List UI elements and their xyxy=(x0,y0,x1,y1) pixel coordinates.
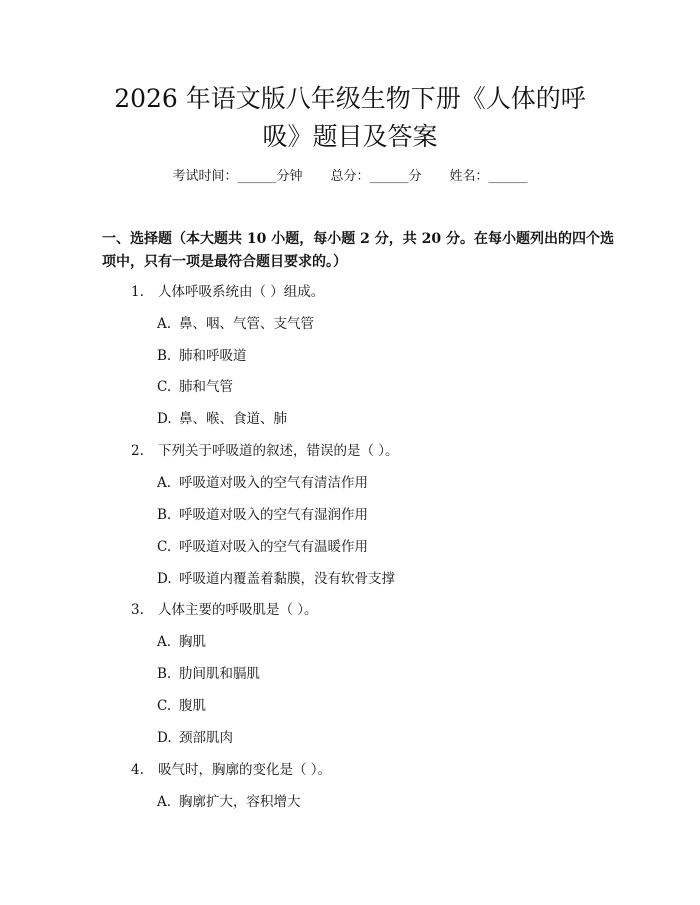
title-line-1: 2026 年语文版八年级生物下册《人体的呼 xyxy=(114,84,586,113)
question-3-option-c xyxy=(157,696,206,716)
option-text: 呼吸道对吸入的空气有湿润作用 xyxy=(179,507,368,523)
question-3-option-a xyxy=(157,632,206,652)
question-1-option-c xyxy=(157,377,233,397)
option-letter: A. xyxy=(157,634,172,650)
option-letter: A. xyxy=(157,794,172,810)
question-4 xyxy=(131,760,331,780)
question-2-option-d xyxy=(157,569,395,589)
option-text: 呼吸道对吸入的空气有温暖作用 xyxy=(179,539,368,555)
option-text: 胸肌 xyxy=(179,634,206,650)
option-text: 鼻、喉、食道、肺 xyxy=(179,411,287,427)
question-3-option-d xyxy=(157,728,233,748)
title-line-2: 吸》题目及答案 xyxy=(262,122,438,151)
question-3-option-b xyxy=(157,664,260,684)
question-1-option-d xyxy=(157,409,287,429)
exam-info-line xyxy=(0,167,700,187)
option-text: 呼吸道对吸入的空气有清洁作用 xyxy=(179,475,368,491)
exam-time-field: 考试时间：______分钟 xyxy=(172,169,303,184)
question-text: 下列关于呼吸道的叙述，错误的是（ ）。 xyxy=(158,443,399,459)
question-1 xyxy=(131,282,324,302)
question-2 xyxy=(131,441,399,461)
question-3 xyxy=(131,600,318,620)
option-text: 胸廓扩大，容积增大 xyxy=(179,794,301,810)
question-1-option-a xyxy=(157,314,314,334)
option-letter: B. xyxy=(157,507,172,523)
option-letter: C. xyxy=(157,698,172,714)
option-letter: A. xyxy=(157,475,172,491)
option-text: 肺和呼吸道 xyxy=(179,348,247,364)
question-number: 1. xyxy=(131,284,144,300)
option-letter: B. xyxy=(157,348,172,364)
option-letter: D. xyxy=(157,411,172,427)
question-number: 3. xyxy=(131,602,144,618)
exam-name-field: 姓名：______ xyxy=(449,169,528,184)
option-letter: A. xyxy=(157,316,172,332)
page-title xyxy=(90,80,610,156)
option-text: 肺和气管 xyxy=(179,379,233,395)
option-letter: D. xyxy=(157,571,172,587)
question-text: 人体呼吸系统由（ ）组成。 xyxy=(158,284,325,300)
question-text: 人体主要的呼吸肌是（ ）。 xyxy=(158,602,318,618)
option-text: 肋间肌和膈肌 xyxy=(179,666,260,682)
option-letter: D. xyxy=(157,730,172,746)
option-letter: C. xyxy=(157,539,172,555)
option-text: 腹肌 xyxy=(179,698,206,714)
option-text: 颈部肌肉 xyxy=(179,730,233,746)
question-2-option-b xyxy=(157,505,368,525)
question-4-option-a xyxy=(157,792,301,812)
option-letter: C. xyxy=(157,379,172,395)
question-1-option-b xyxy=(157,346,247,366)
question-2-option-a xyxy=(157,473,368,493)
option-letter: B. xyxy=(157,666,172,682)
question-number: 4. xyxy=(131,762,144,778)
exam-score-field: 总分：______分 xyxy=(330,169,422,184)
option-text: 鼻、咽、气管、支气管 xyxy=(179,316,314,332)
question-number: 2. xyxy=(131,443,144,459)
option-text: 呼吸道内覆盖着黏膜，没有软骨支撑 xyxy=(179,571,395,587)
question-2-option-c xyxy=(157,537,368,557)
question-text: 吸气时，胸廓的变化是（ ）。 xyxy=(158,762,332,778)
section-heading: 一、选择题（本大题共 10 小题，每小题 2 分，共 20 分。在每小题列出的四个选项中，只有一项是最符合题目要求的。） xyxy=(102,231,614,270)
